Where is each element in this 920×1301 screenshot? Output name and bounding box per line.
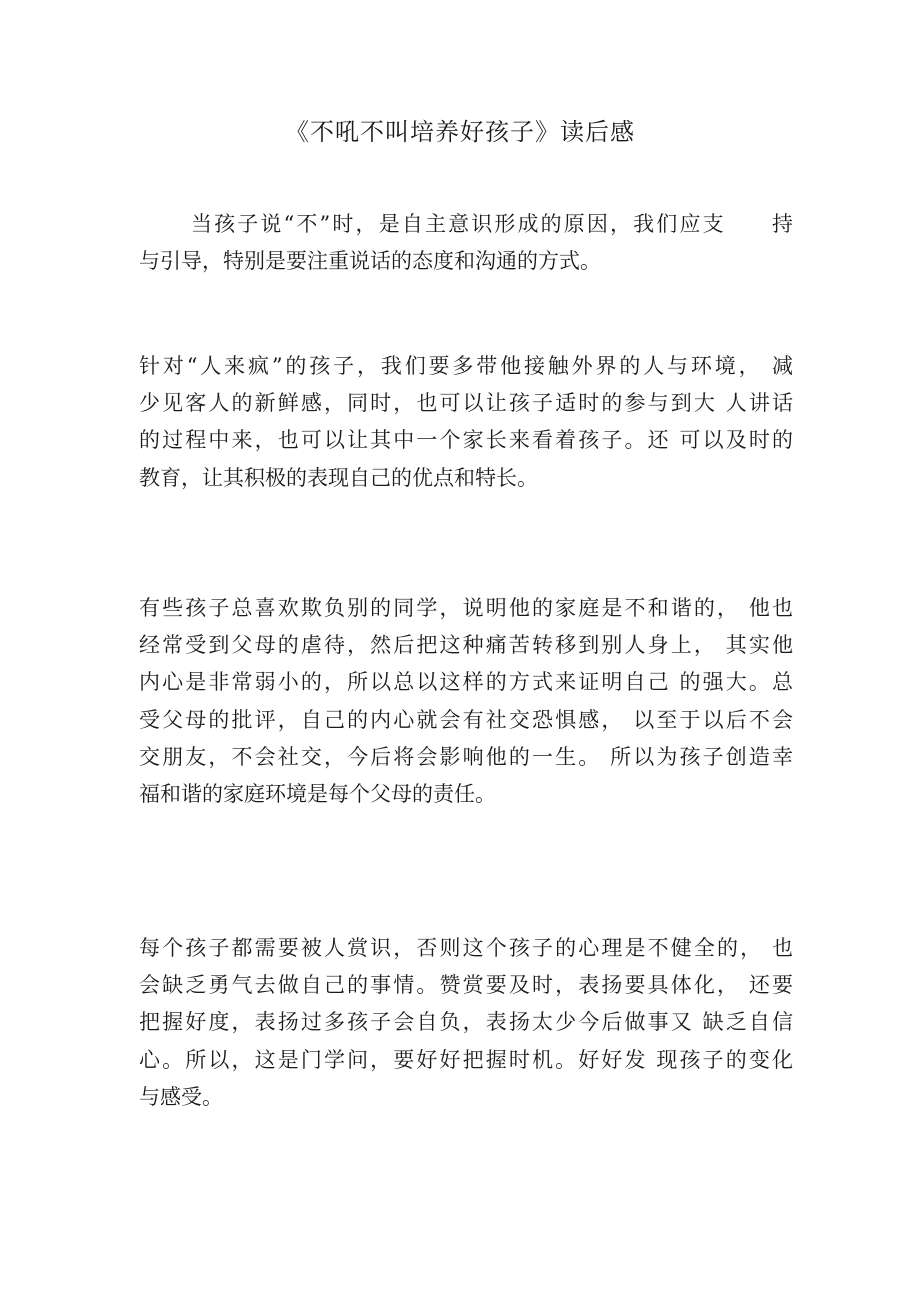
paragraph-line: 受父母的批评，自己的内心就会有社交恐惧感， 以至于以后不会 — [139, 707, 793, 732]
paragraph-line: 针对“人来疯”的孩子，我们要多带他接触外界的人与环境， 减 — [139, 354, 793, 378]
paragraph-line: 每个孩子都需要被人赏识，否则这个孩子的心理是不健全的， 也 — [139, 936, 793, 960]
paragraph-line: 交朋友，不会社交，今后将会影响他的一生。 所以为孩子创造幸 — [139, 744, 793, 769]
paragraph-line: 与引导，特别是要注重说话的态度和沟通的方式。 — [139, 249, 601, 274]
paragraph-4 — [139, 930, 793, 1116]
paragraph-line: 教育，让其积极的表现自己的优点和特长。 — [139, 465, 538, 490]
paragraph-line: 有些孩子总喜欢欺负别的同学，说明他的家庭是不和谐的， 他也 — [139, 596, 793, 620]
paragraph-2 — [139, 348, 793, 497]
paragraph-line: 福和谐的家庭环境是每个父母的责任。 — [139, 781, 496, 806]
paragraph-line: 当孩子说“不”时，是自主意识形成的原因，我们应支 持 — [191, 212, 793, 236]
paragraph-line: 内心是非常弱小的，所以总以这样的方式来证明自己 的强大。总 — [139, 670, 793, 695]
paragraph-line: 与感受。 — [139, 1084, 223, 1109]
paragraph-line: 会缺乏勇气去做自己的事情。赞赏要及时，表扬要具体化， 还要 — [139, 973, 793, 998]
paragraph-1 — [139, 206, 793, 280]
paragraph-line: 经常受到父母的虐待，然后把这种痛苦转移到别人身上， 其实他 — [139, 633, 793, 658]
paragraph-line: 的过程中来，也可以让其中一个家长来看着孩子。还 可以及时的 — [139, 428, 793, 453]
paragraph-line: 把握好度，表扬过多孩子会自负，表扬太少今后做事又 缺乏自信 — [139, 1010, 793, 1035]
paragraph-line: 心。所以，这是门学问，要好好把握时机。好好发 现孩子的变化 — [139, 1047, 793, 1072]
document-title: 《不吼不叫培养好孩子》读后感 — [285, 118, 635, 146]
paragraph-line: 少见客人的新鲜感，同时，也可以让孩子适时的参与到大 人讲话 — [139, 391, 793, 416]
paragraph-3 — [139, 590, 793, 813]
